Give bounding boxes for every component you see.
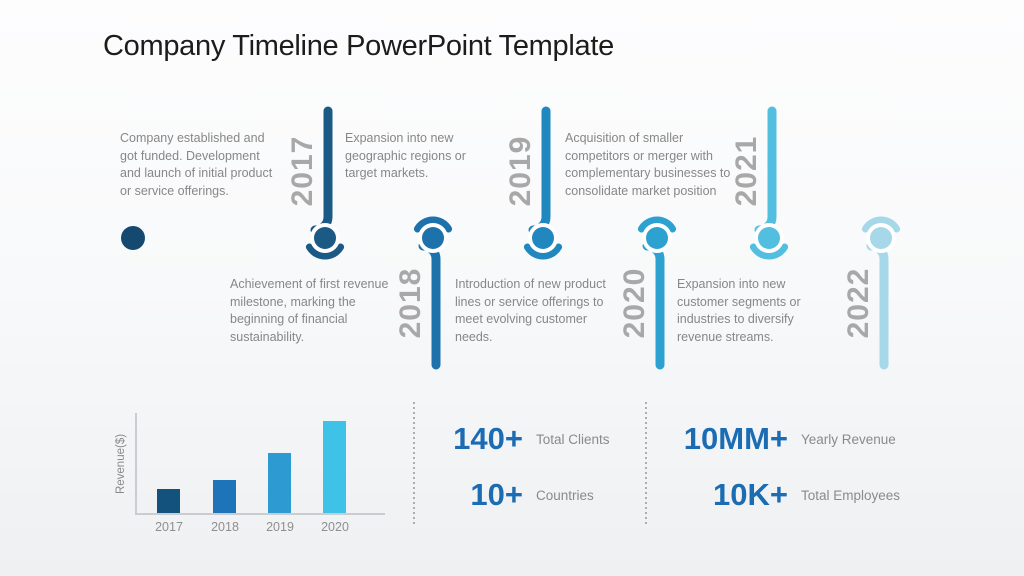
year-label-2018: 2018 <box>394 267 427 339</box>
year-label-2019: 2019 <box>504 135 537 207</box>
chart-y-axis <box>135 413 137 514</box>
stat-label: Countries <box>536 487 594 503</box>
timeline-node-2021 <box>758 227 780 249</box>
timeline-node-2019 <box>532 227 554 249</box>
timeline-node-2022 <box>870 227 892 249</box>
chart-category-label: 2020 <box>321 520 349 534</box>
year-label-2021: 2021 <box>730 135 763 207</box>
stat-label: Total Employees <box>801 487 901 503</box>
milestone-description-2021: Acquisition of smaller competitors or merger with complementary businesses to consolidate market position <box>565 131 731 198</box>
section-divider <box>645 402 647 524</box>
timeline-start-node <box>121 226 145 250</box>
revenue-bar <box>157 489 180 513</box>
slide-title: Company Timeline PowerPoint Template <box>103 30 614 62</box>
revenue-bar <box>323 421 346 513</box>
stat-value: 10K+ <box>713 477 788 512</box>
milestone-description-2020: Introduction of new product lines or service offerings to meet evolving customer needs. <box>455 277 606 344</box>
chart-y-axis-label: Revenue($) <box>115 433 127 495</box>
year-label-2020: 2020 <box>618 267 651 339</box>
timeline-node-2017 <box>314 227 336 249</box>
timeline-node-2018 <box>422 227 444 249</box>
revenue-bar <box>268 453 291 513</box>
milestone-description-2022: Expansion into new customer segments or industries to diversify revenue streams. <box>677 277 801 344</box>
stat-total-employees <box>652 476 900 514</box>
revenue-bar <box>213 480 236 513</box>
stat-value: 140+ <box>453 421 523 456</box>
year-label-2022: 2022 <box>842 267 875 339</box>
chart-x-axis <box>135 513 385 515</box>
stats-group-left <box>420 420 610 514</box>
chart-category-label: 2017 <box>155 520 183 534</box>
timeline-node-2020 <box>646 227 668 249</box>
stat-countries <box>420 476 610 514</box>
stat-yearly-revenue <box>652 420 900 458</box>
stats-group-right <box>652 420 900 514</box>
year-label-2017: 2017 <box>286 135 319 207</box>
milestone-description-2018: Achievement of first revenue milestone, marking the beginning of financial sustainability. <box>230 277 389 344</box>
stat-value: 10MM+ <box>683 421 788 456</box>
stat-label: Yearly Revenue <box>801 431 896 447</box>
stat-value: 10+ <box>470 477 523 512</box>
milestone-description-2019: Expansion into new geographic regions or target markets. <box>345 131 466 180</box>
chart-category-label: 2018 <box>211 520 239 534</box>
stat-label: Total Clients <box>536 431 610 447</box>
milestone-description-2017: Company established and got funded. Development and launch of initial product or service offerings. <box>120 131 273 198</box>
stat-total-clients <box>420 420 610 458</box>
section-divider <box>413 402 415 524</box>
chart-category-label: 2019 <box>266 520 294 534</box>
